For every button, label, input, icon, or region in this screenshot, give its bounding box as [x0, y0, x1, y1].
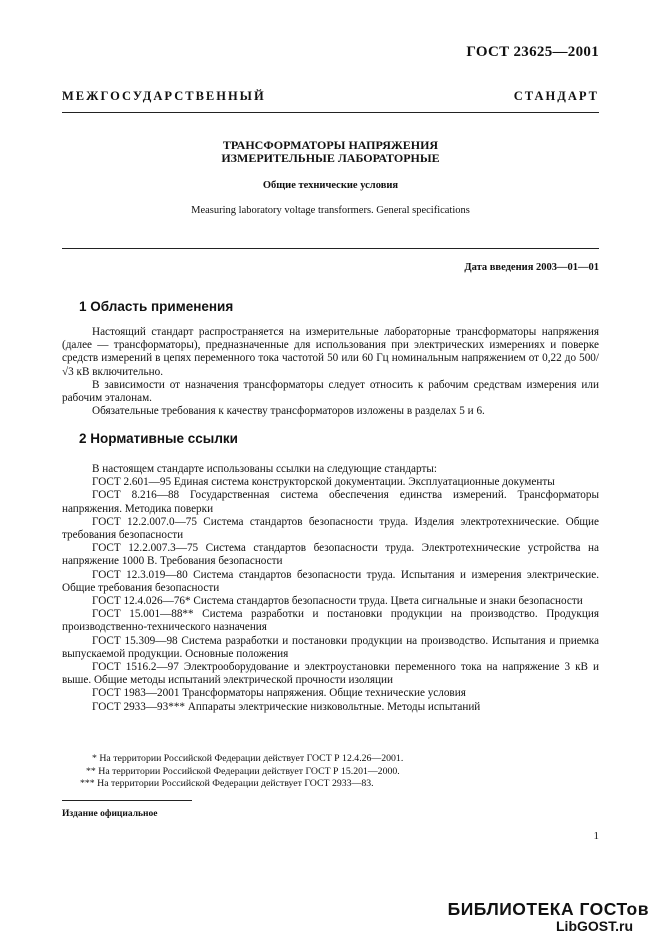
- reference-item: ГОСТ 8.216—88 Государственная система обеспечения единства измерений. Трансформаторы напряжения. Методика поверки: [62, 489, 599, 515]
- footnote: ** На территории Российской Федерации действует ГОСТ Р 15.201—2000.: [86, 765, 400, 777]
- reference-item: ГОСТ 2933—93*** Аппараты электрические низковольтные. Методы испытаний: [92, 700, 481, 713]
- reference-item: ГОСТ 15.001—88** Система разработки и постановки продукции на производство. Продукция производственно-технического назначения: [62, 608, 599, 634]
- footnotes: [80, 753, 600, 791]
- reference-item: ГОСТ 2.601—95 Единая система конструкторской документации. Эксплуатационные документы: [92, 476, 555, 489]
- document-number: ГОСТ 23625—2001: [466, 44, 599, 60]
- reference-item: ГОСТ 12.3.019—80 Система стандартов безопасности труда. Испытания и измерения электрические. Общие требования безопасности: [62, 568, 599, 594]
- reference-item: ГОСТ 12.2.007.0—75 Система стандартов безопасности труда. Изделия электротехнические. Общие требования безопасности: [62, 515, 599, 542]
- page-number: 1: [593, 830, 599, 842]
- introduction-date: Дата введения 2003—01—01: [464, 262, 599, 273]
- section-2-heading: 2 Нормативные ссылки: [79, 431, 238, 446]
- footnote: *** На территории Российской Федерации действует ГОСТ 2933—83.: [80, 778, 374, 789]
- paragraph: В зависимости от назначения трансформаторы следует относить к рабочим средствам измерения или рабочим эталонам.: [62, 378, 599, 405]
- footer-divider: [62, 800, 192, 801]
- official-edition-label: Издание официальное: [62, 809, 158, 819]
- paragraph: Настоящий стандарт распространяется на измерительные лабораторные трансформаторы напряжения (далее — трансформаторы), предназначенные для использования при электрических измерениях и поверке средств измерений в цепях переменного тока частотой 50 или 60 Гц номинальным напряжением от 0,22 до 500/√3 кВ включительно.: [62, 326, 599, 378]
- watermark-library: БИБЛИОТЕКА ГОСТов: [447, 899, 649, 919]
- paragraph: В настоящем стандарте использованы ссылки на следующие стандарты:: [92, 463, 437, 475]
- title-divider: [62, 248, 599, 249]
- section-1-body: [62, 326, 599, 418]
- standard-banner: МЕЖГОСУДАРСТВЕННЫЙ СТАНДАРТ: [62, 89, 599, 103]
- title-line-1: ТРАНСФОРМАТОРЫ НАПРЯЖЕНИЯ: [222, 138, 439, 152]
- section-1-heading: 1 Область применения: [79, 299, 234, 314]
- reference-item: ГОСТ 15.309—98 Система разработки и постановки продукции на производство. Испытания и приемка выпускаемой продукции. Основные положения: [62, 634, 599, 660]
- reference-item: ГОСТ 1983—2001 Трансформаторы напряжения. Общие технические условия: [92, 687, 466, 700]
- watermark-site: LibGOST.ru: [556, 918, 633, 934]
- reference-item: ГОСТ 1516.2—97 Электрооборудование и электроустановки переменного тока на напряжение 3 кВ и выше. Общие методы испытаний электрической прочности изоляции: [62, 661, 599, 687]
- reference-item: ГОСТ 12.4.026—76* Система стандартов безопасности труда. Цвета сигнальные и знаки безопасности: [92, 595, 583, 608]
- footnote: * На территории Российской Федерации действует ГОСТ Р 12.4.26—2001.: [92, 753, 404, 764]
- reference-item: ГОСТ 12.2.007.3—75 Система стандартов безопасности труда. Электротехнические устройства на напряжение 1000 В. Требования безопасности: [62, 542, 599, 568]
- title-line-2: ИЗМЕРИТЕЛЬНЫЕ ЛАБОРАТОРНЫЕ: [221, 151, 440, 165]
- header-divider: [62, 112, 599, 113]
- subtitle: Общие технические условия: [262, 180, 399, 191]
- english-title: Measuring laboratory voltage transformers. General specifications: [191, 205, 470, 216]
- paragraph: Обязательные требования к качеству трансформаторов изложены в разделах 5 и 6.: [92, 405, 485, 418]
- section-2-body: [62, 463, 599, 714]
